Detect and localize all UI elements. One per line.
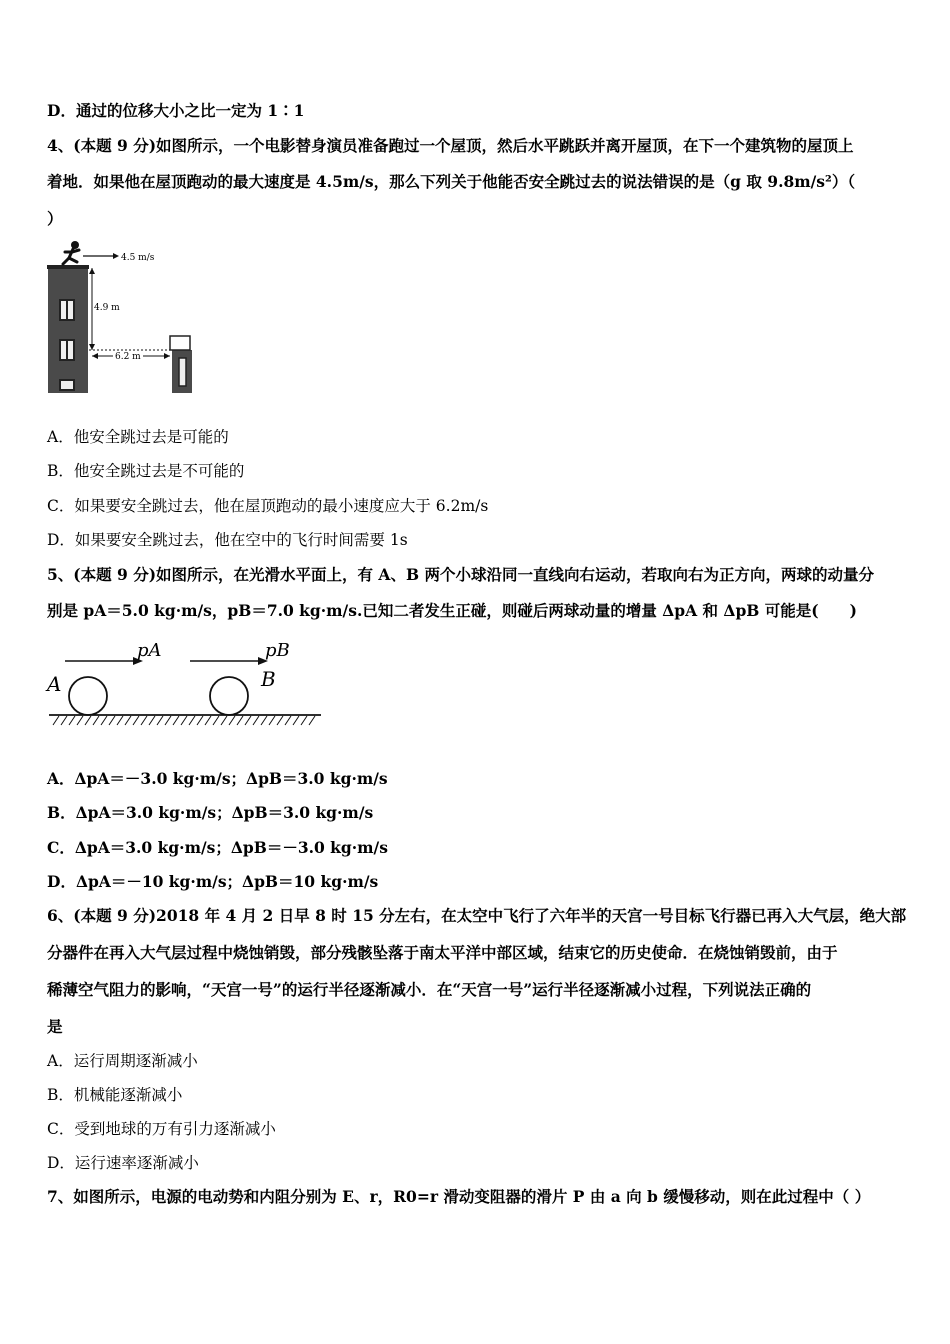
q6-option-a: A．运行周期逐渐减小 [47,1052,198,1070]
ball-b [210,677,248,715]
q4-option-c: C．如果要安全跳过去，他在屋顶跑动的最小速度应大于 6.2m/s [47,497,489,515]
left-roof [47,265,89,269]
window [60,380,74,390]
q4-stem-line3: ） [47,209,63,228]
q5-stem-line1: 5、(本题 9 分)如图所示，在光滑水平面上，有 A、B 两个小球沿同一直线向右运动，若取向右为正方向，两球的动量分 [47,565,874,584]
ground-hatching [53,716,315,725]
q6-option-b: B．机械能逐渐减小 [47,1086,183,1104]
q3-option-d: D．通过的位移大小之比一定为 1∶1 [47,101,305,120]
q6-stem-line2: 分器件在再入大气层过程中烧蚀销毁，部分残骸坠落于南太平洋中部区域，结束它的历史使命．在烧蚀销毁前，由于 [47,943,838,962]
stuntman-building-figure [45,238,195,396]
window [179,358,186,386]
left-building [48,268,88,393]
two-balls-figure [45,636,325,731]
q4-stem-line2: 着地．如果他在屋顶跑动的最大速度是 4.5m/s，那么下列关于他能否安全跳过去的说法错误的是（g 取 9.8m/s²）（ [47,172,856,191]
q5-option-d: D．ΔpA＝－10 kg·m/s；ΔpB＝10 kg·m/s [47,872,379,891]
q5-option-c: C．ΔpA＝3.0 kg·m/s；ΔpB＝－3.0 kg·m/s [47,838,388,857]
q5-stem-line2: 别是 pA＝5.0 kg·m/s，pB＝7.0 kg·m/s.已知二者发生正碰，则碰后两球动量的增量 ΔpA 和 ΔpB 可能是( ) [47,601,857,620]
q4-stem-line1: 4、(本题 9 分)如图所示，一个电影替身演员准备跑过一个屋顶，然后水平跳跃并离开屋顶，在下一个建筑物的屋顶上 [47,136,854,155]
q4-option-a: A．他安全跳过去是可能的 [47,428,229,446]
height-label: 4.9 m [94,303,120,313]
q4-option-d: D．如果要安全跳过去，他在空中的飞行时间需要 1s [47,531,408,549]
pb-label: pB [265,640,290,661]
q6-option-c: C．受到地球的万有引力逐渐减小 [47,1120,276,1138]
q5-option-b: B．ΔpA＝3.0 kg·m/s；ΔpB＝3.0 kg·m/s [47,803,374,822]
q6-stem-line3: 稀薄空气阻力的影响，“天宫一号”的运行半径逐渐减小．在“天宫一号”运行半径逐渐减小过程，下列说法正确的 [47,980,812,999]
q6-option-d: D．运行速率逐渐减小 [47,1154,199,1172]
speed-label: 4.5 m/s [121,253,155,263]
q6-stem-line1: 6、(本题 9 分)2018 年 4 月 2 日早 8 时 15 分左右，在太空中飞行了六年半的天宫一号目标飞行器已再入大气层，绝大部 [47,906,907,925]
stuntman-icon [63,241,79,264]
q4-option-b: B．他安全跳过去是不可能的 [47,462,245,480]
q5-option-a: A．ΔpA＝－3.0 kg·m/s；ΔpB＝3.0 kg·m/s [47,769,388,788]
q6-stem-line4: 是 [47,1017,63,1036]
ball-a [69,677,107,715]
ball-b-label: B [261,667,276,691]
ball-a-label: A [47,672,62,696]
pa-label: pA [137,640,162,661]
q7-stem-line1: 7、如图所示，电源的电动势和内阻分别为 E、r，R0=r 滑动变阻器的滑片 P 由 a 向 b 缓慢移动，则在此过程中（ ） [47,1187,871,1206]
gap-label: 6.2 m [115,352,141,362]
